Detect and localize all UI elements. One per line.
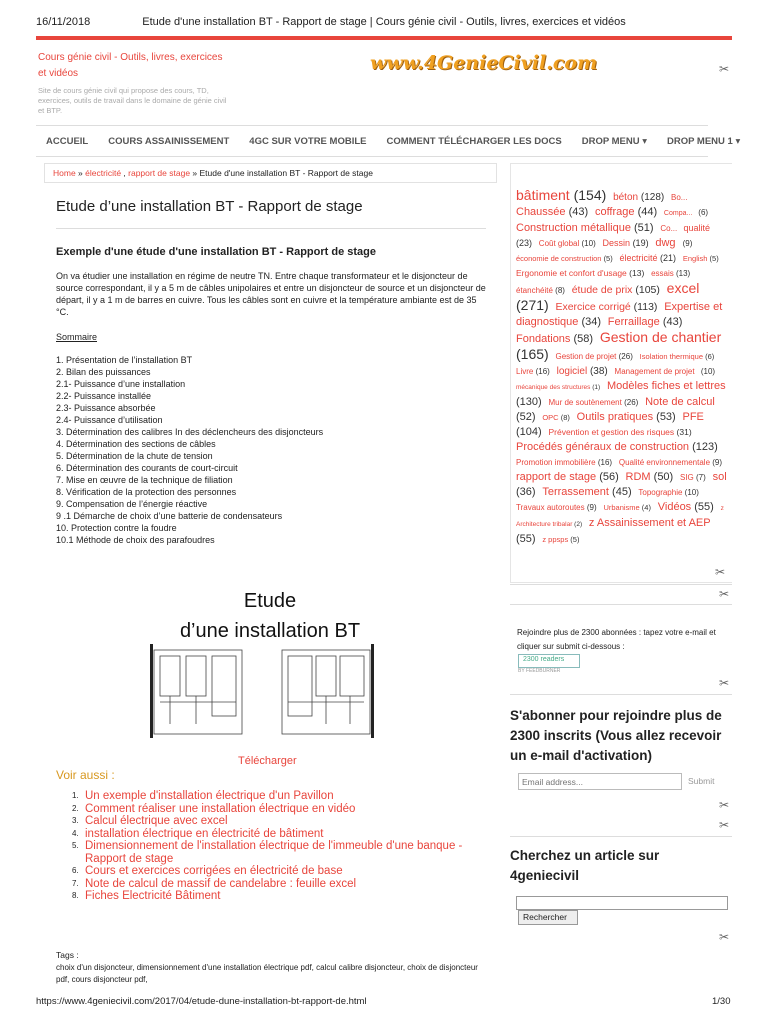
cloud-label[interactable] [640,352,715,361]
cloud-label-text[interactable]: Livre [516,367,534,376]
cloud-label-count: (43) [662,316,683,328]
cloud-label-count: (165) [516,346,549,362]
cloud-label-text[interactable]: Expertise et diagnostique [516,301,723,328]
cloud-label-count: (19) [632,238,649,248]
related-link-text[interactable]: Dimensionnement de l'installation électrique de l'immeuble d'une banque - Rapport de stage [85,840,463,865]
nav-item-cours-assainissement[interactable]: COURS ASSAINISSEMENT [108,135,230,147]
cloud-label[interactable] [516,222,654,234]
page-number: 1/30 [712,996,731,1007]
email-input[interactable] [518,773,682,790]
cloud-label[interactable] [698,208,708,217]
cloud-label-count: (130) [516,396,542,408]
cloud-label-count: (58) [573,333,594,345]
breadcrumb-current: Etude d'une installation BT - Rapport de stage [199,168,373,178]
related-links [72,790,505,903]
cloud-label-text[interactable]: bâtiment [516,187,570,203]
cloud-label-text[interactable]: Urbanisme [603,503,640,512]
cloud-label-text[interactable]: excel [666,280,700,296]
sommaire-heading: Sommaire [56,332,98,342]
tools-icon[interactable]: ✂ [718,798,730,812]
print-title: Etude d'une installation BT - Rapport de stage | Cours génie civil - Outils, livres, exercices et vidéos [142,16,626,28]
cloud-label[interactable] [555,301,657,313]
cloud-label-text[interactable]: Bo... [671,193,688,202]
cloud-label-count: (113) [633,301,658,313]
cloud-label[interactable] [542,535,579,544]
top-accent-bar [36,36,732,40]
cloud-label-text[interactable]: Modèles fiches et lettres [606,380,726,392]
toc-item: 10. Protection contre la foudre [56,523,177,533]
related-link-text[interactable]: Calcul électrique avec excel [85,815,228,827]
cloud-label-text[interactable]: Fondations [516,333,571,345]
cloud-label-count: (23) [516,238,533,248]
cloud-label[interactable] [548,427,691,437]
cloud-label-count: (26) [624,398,639,407]
divider [510,604,732,605]
main-nav [36,125,741,157]
toc-item: 9. Compensation de l’énergie réactive [56,499,208,509]
search-input[interactable] [516,896,728,910]
cloud-label-text[interactable]: étanchéité [516,286,553,295]
cloud-label-count: (16) [535,367,550,376]
cloud-label-text[interactable]: SIG [680,473,694,482]
cloud-label-text[interactable]: Vidéos [657,501,692,513]
site-logo[interactable]: www.4GenieCivil.com [370,52,598,74]
cloud-label-text[interactable]: z ppsps [542,535,569,544]
cloud-label-count: (53) [656,411,676,423]
breadcrumb-home[interactable]: Home [53,168,76,178]
cloud-label[interactable] [638,488,699,497]
cloud-label[interactable] [516,503,597,512]
related-link[interactable] [72,877,505,891]
cloud-label-text[interactable]: Gestion de chantier [599,329,722,345]
related-link-text[interactable]: Fiches Electricité Bâtiment [85,890,221,902]
cloud-label-count: (6) [705,352,715,361]
cloud-label-count: (8) [555,286,565,295]
cloud-label-count: (44) [637,206,658,218]
cloud-label-count: (13) [629,268,645,278]
cloud-label[interactable] [701,367,715,376]
newsletter-text: Rejoindre plus de 2300 abonnées : tapez votre e-mail et cliquer sur submit ci-dessous : [517,628,716,651]
tools-icon[interactable]: ✂ [718,587,730,601]
cloud-label-count: (128) [640,192,665,203]
cloud-label[interactable] [577,411,676,423]
nav-item-accueil[interactable]: ACCUEIL [46,135,89,147]
cloud-label-count: (104) [516,426,542,438]
cloud-label-text[interactable]: économie de construction [516,254,602,263]
breadcrumb [44,163,497,183]
related-link-text[interactable]: Note de calcul de massif de candelabre : feuille excel [85,877,357,890]
cloud-label-text[interactable]: qualité [683,223,711,233]
post-intro: On va étudier une installation en régime de neutre TN. Entre chaque transformateur et le disjoncteur de source correspondant, il y a 5 m de câbles unipolaires et entre un disjoncteur de source et un disjoncteur de départ, il y a 1 m de barres en cuivre. Tous les câbles sont en cuivre et la température ambiante est de 35 °C. [56,271,486,317]
site-title[interactable]: Cours génie civil - Outils, livres, exercices et vidéos [38,52,223,79]
cloud-label-count: (45) [612,486,632,498]
post-title: Etude d’une installation BT - Rapport de stage [56,198,363,215]
cloud-label-text[interactable]: Prévention et gestion des risques [548,427,675,437]
cloud-label-text[interactable]: Procédés généraux de construction [516,441,690,453]
cloud-label[interactable] [655,237,678,249]
cloud-label[interactable] [595,206,657,218]
cloud-label-count: (43) [568,206,589,218]
breadcrumb-separator: » [75,168,86,178]
cloud-label-count: (10) [684,488,699,497]
divider [510,584,732,585]
related-link-text[interactable]: installation électrique en électricité de bâtiment [85,827,324,840]
cloud-label-count: (31) [676,427,692,437]
cloud-label-count: (9) [682,239,693,248]
list-number: 1. [72,791,79,800]
cloud-label-text[interactable]: Chaussée [516,206,566,218]
cloud-label[interactable] [516,286,565,295]
cloud-label-count: (10) [700,367,716,376]
tools-icon[interactable]: ✂ [718,930,730,944]
related-link-text[interactable]: Un exemple d'installation électrique d'un Pavillon [85,790,334,802]
table-of-contents [56,354,496,546]
search-heading: Cherchez un article sur 4geniecivil [510,848,660,883]
cloud-label-text[interactable]: English [682,254,708,263]
installation-diagram [150,644,374,738]
cloud-label-count: (2) [574,521,583,528]
cloud-label-text[interactable]: OPC [542,413,559,422]
tools-icon[interactable]: ✂ [718,62,730,76]
related-link[interactable] [72,790,505,803]
cloud-label-count: (8) [560,413,570,422]
tools-icon[interactable]: ✂ [714,565,726,579]
cloud-label-text[interactable]: sol [712,471,727,483]
cloud-label-text[interactable]: Compa... [663,210,693,217]
cloud-label-text[interactable]: Co... [660,224,678,233]
related-link[interactable] [72,865,505,878]
list-number: 8. [72,891,79,900]
cloud-label-count: (9) [586,503,597,512]
cloud-label-count: (123) [692,441,718,453]
cloud-label[interactable] [680,473,706,482]
submit-button[interactable]: Submit [688,776,715,786]
feedburner-caption: BY FEEDBURNER [518,668,561,674]
cloud-label-text[interactable]: Ferraillage [607,316,660,328]
cloud-label[interactable] [555,352,632,361]
cloud-label-text[interactable]: PFE [682,411,704,423]
toc-item: 5. Détermination de la chute de tension [56,451,213,461]
cloud-label-count: (52) [516,411,536,423]
subscribe-heading: S'abonner pour rejoindre plus de 2300 inscrits (Vous allez recevoir un e-mail d'activation) [510,708,722,763]
nav-item-telecharger-docs[interactable]: COMMENT TÉLÉCHARGER LES DOCS [386,135,562,147]
cloud-label[interactable] [658,501,714,513]
print-date: 16/11/2018 [36,16,91,28]
cloud-label-count: (36) [516,486,536,498]
cloud-label-count: (105) [635,284,660,296]
cloud-label[interactable] [542,413,570,422]
cloud-label[interactable] [516,471,619,483]
list-number: 6. [72,866,79,875]
figure-title-line: d’une installation BT [179,620,361,642]
cloud-label-count: (5) [603,254,613,263]
cloud-label-count: (16) [597,458,613,467]
cloud-label[interactable] [651,269,690,278]
toc-item: 2.4- Puissance d’utilisation [56,415,163,425]
divider [56,228,486,229]
figure-title [150,586,390,646]
related-link[interactable] [72,840,505,865]
cloud-label[interactable] [615,367,697,376]
cloud-label[interactable] [572,284,660,296]
print-url: https://www.4geniecivil.com/2017/04/etude-dune-installation-bt-rapport-de.html [36,996,367,1007]
cloud-label[interactable] [542,486,631,498]
cloud-label-count: (50) [653,471,674,483]
cloud-label-text[interactable]: logiciel [556,366,588,377]
cloud-label-count: (38) [589,366,608,377]
cloud-label-text[interactable]: Outils pratiques [576,411,654,423]
site-description: Site de cours génie civil qui propose des cours, TD, exercices, outils de travail dans le domaine de génie civil et BTP. [38,86,227,115]
cloud-label[interactable] [683,254,719,263]
toc-item: 2.2- Puissance installée [56,391,152,401]
cloud-label-text[interactable]: Travaux autoroutes [516,503,585,512]
list-number: 4. [72,828,79,838]
breadcrumb-rapport-de-stage[interactable]: rapport de stage [128,168,191,178]
cloud-label[interactable] [516,333,593,345]
cloud-label[interactable] [516,254,613,263]
breadcrumb-separator: » [190,168,200,178]
related-link[interactable] [72,802,505,816]
toc-item: 1. Présentation de l’installation BT [56,355,193,365]
cloud-label-count: (154) [573,187,607,203]
cloud-label-text[interactable]: rapport de stage [516,471,597,483]
related-link[interactable] [72,827,505,841]
cloud-label-count: (34) [581,316,602,328]
cloud-label[interactable] [671,193,687,202]
related-link[interactable] [72,815,505,828]
cloud-label-text[interactable]: Qualité environnementale [618,458,711,467]
cloud-label[interactable] [516,187,606,203]
search-button[interactable]: Rechercher [518,910,578,925]
cloud-label-count: (4) [641,503,651,512]
cloud-label-count: (5) [709,254,719,263]
cloud-label-text[interactable]: coffrage [594,206,635,218]
toc-item: 2.1- Puissance d’une installation [56,379,186,389]
cloud-label-count: (13) [675,269,691,278]
cloud-label-text[interactable]: Exercice corrigé [555,301,631,313]
divider [510,836,732,837]
print-header [0,0,768,32]
nav-item-drop-menu-1[interactable]: DROP MENU 1 ▾ [667,135,741,147]
cloud-label-count: (1) [592,384,601,391]
cloud-label-text[interactable]: mécanique des structures [516,384,591,391]
list-number: 2. [72,803,79,813]
cloud-label[interactable] [603,503,651,512]
cloud-label[interactable] [548,398,638,407]
cloud-label-text[interactable]: Mur de soutènement [548,398,622,407]
list-number: 3. [72,816,79,825]
cloud-label[interactable] [516,206,588,218]
cloud-label-text[interactable]: essais [651,269,674,278]
cloud-label-text[interactable]: Coût global [538,239,580,248]
cloud-label[interactable] [660,224,679,233]
cloud-label-count: (56) [599,471,619,483]
cloud-label-text[interactable]: Gestion de projet [555,352,617,361]
cloud-label-text[interactable]: Construction métallique [516,222,631,234]
cloud-label[interactable] [619,458,722,467]
breadcrumb-electricite[interactable]: électricité [85,168,122,178]
cloud-label[interactable] [613,192,664,203]
toc-item: 3. Détermination des calibres In des déclencheurs des disjoncteurs [56,427,324,437]
cloud-label[interactable] [620,253,677,263]
cloud-label-text[interactable]: électricité [619,253,658,263]
cloud-label-count: (5) [570,535,580,544]
cloud-label-count: (26) [618,352,633,361]
cloud-label-count: (55) [516,533,536,545]
toc-item: 10.1 Méthode de choix des parafoudres [56,535,215,545]
cloud-label[interactable] [603,238,649,248]
cloud-label-count: (21) [660,253,677,263]
cloud-label-count: (51) [634,222,654,234]
label-cloud [516,188,728,547]
cloud-label-count: (271) [516,297,549,313]
cloud-label-text[interactable]: z Assainissement et AEP [588,517,711,529]
tags-list: choix d'un disjoncteur, dimensionnement d'une installation électrique pdf, calcul calibre disjoncteur, choix de disjoncteur pdf, cours disjoncteur pdf, [56,963,478,984]
cloud-label-count: (6) [698,208,709,217]
cloud-label-count: (55) [694,501,714,513]
cloud-label-text[interactable]: étude de prix [571,284,633,296]
cloud-label[interactable] [516,458,612,467]
nav-item-4gc-mobile[interactable]: 4GC SUR VOTRE MOBILE [249,135,367,147]
related-link[interactable] [72,890,505,903]
cloud-label-text[interactable]: Promotion immobilière [516,458,596,467]
toc-item: 2.3- Puissance absorbée [56,403,156,413]
cloud-label-text[interactable]: Topographie [638,488,683,497]
toc-item: 6. Détermination des courants de court-circuit [56,463,238,473]
divider [510,694,732,695]
cloud-label-text[interactable]: RDM [625,471,651,483]
cloud-label[interactable] [664,210,694,217]
toc-item: 7. Mise en œuvre de la technique de filiation [56,475,233,485]
cloud-label-text[interactable]: dwg [655,237,676,249]
cloud-label[interactable] [608,316,683,328]
tools-icon[interactable]: ✂ [718,818,730,832]
cloud-label-text[interactable]: béton [613,192,639,203]
breadcrumb-comma: , [121,168,129,178]
cloud-label-text[interactable]: Management de projet [614,367,695,376]
cloud-label[interactable] [683,239,693,248]
tools-icon[interactable]: ✂ [718,676,730,690]
cloud-label-text[interactable]: Isolation thermique [639,352,704,361]
cloud-label-text[interactable]: Dessin [602,238,631,248]
toc-item: 2. Bilan des puissances [56,367,151,377]
figure-title-line: Etude [243,590,297,612]
tags-label: Tags : [56,950,79,960]
cloud-label-text[interactable]: Note de calcul [645,396,715,408]
cloud-label-text[interactable]: Ergonomie et confort d'usage [516,268,627,278]
cloud-label[interactable] [557,366,608,377]
toc-item: 9 .1 Démarche de choix d’une batterie de condensateurs [56,511,283,521]
cloud-label-count: (7) [696,473,706,482]
nav-item-drop-menu[interactable]: DROP MENU ▾ [581,135,648,147]
cloud-label[interactable] [516,367,550,376]
post-subtitle: Exemple d'une étude d'une installation BT - Rapport de stage [56,246,376,258]
download-link[interactable]: Télécharger [238,755,297,767]
cloud-label-count: (10) [581,239,596,248]
list-number: 7. [72,878,79,888]
feedburner-badge[interactable]: 2300 readers [518,654,580,668]
related-link-text[interactable]: Cours et exercices corrigées en électricité de base [85,865,343,877]
related-link-text[interactable]: Comment réaliser une installation électrique en vidéo [85,802,356,815]
cloud-label[interactable] [516,441,718,453]
cloud-label[interactable] [516,268,644,278]
cloud-label[interactable] [516,384,600,391]
toc-item: 8. Vérification de la protection des personnes [56,487,237,497]
cloud-label-text[interactable]: z Architecture tribalar [516,505,724,528]
cloud-label[interactable] [626,471,674,483]
cloud-label-text[interactable]: Terrassement [542,486,609,498]
cloud-label-count: (9) [712,458,723,467]
toc-item: 4. Détermination des sections de câbles [56,439,216,449]
list-number: 5. [72,841,79,850]
cloud-label[interactable] [539,239,596,248]
see-also-heading: Voir aussi : [56,768,115,782]
